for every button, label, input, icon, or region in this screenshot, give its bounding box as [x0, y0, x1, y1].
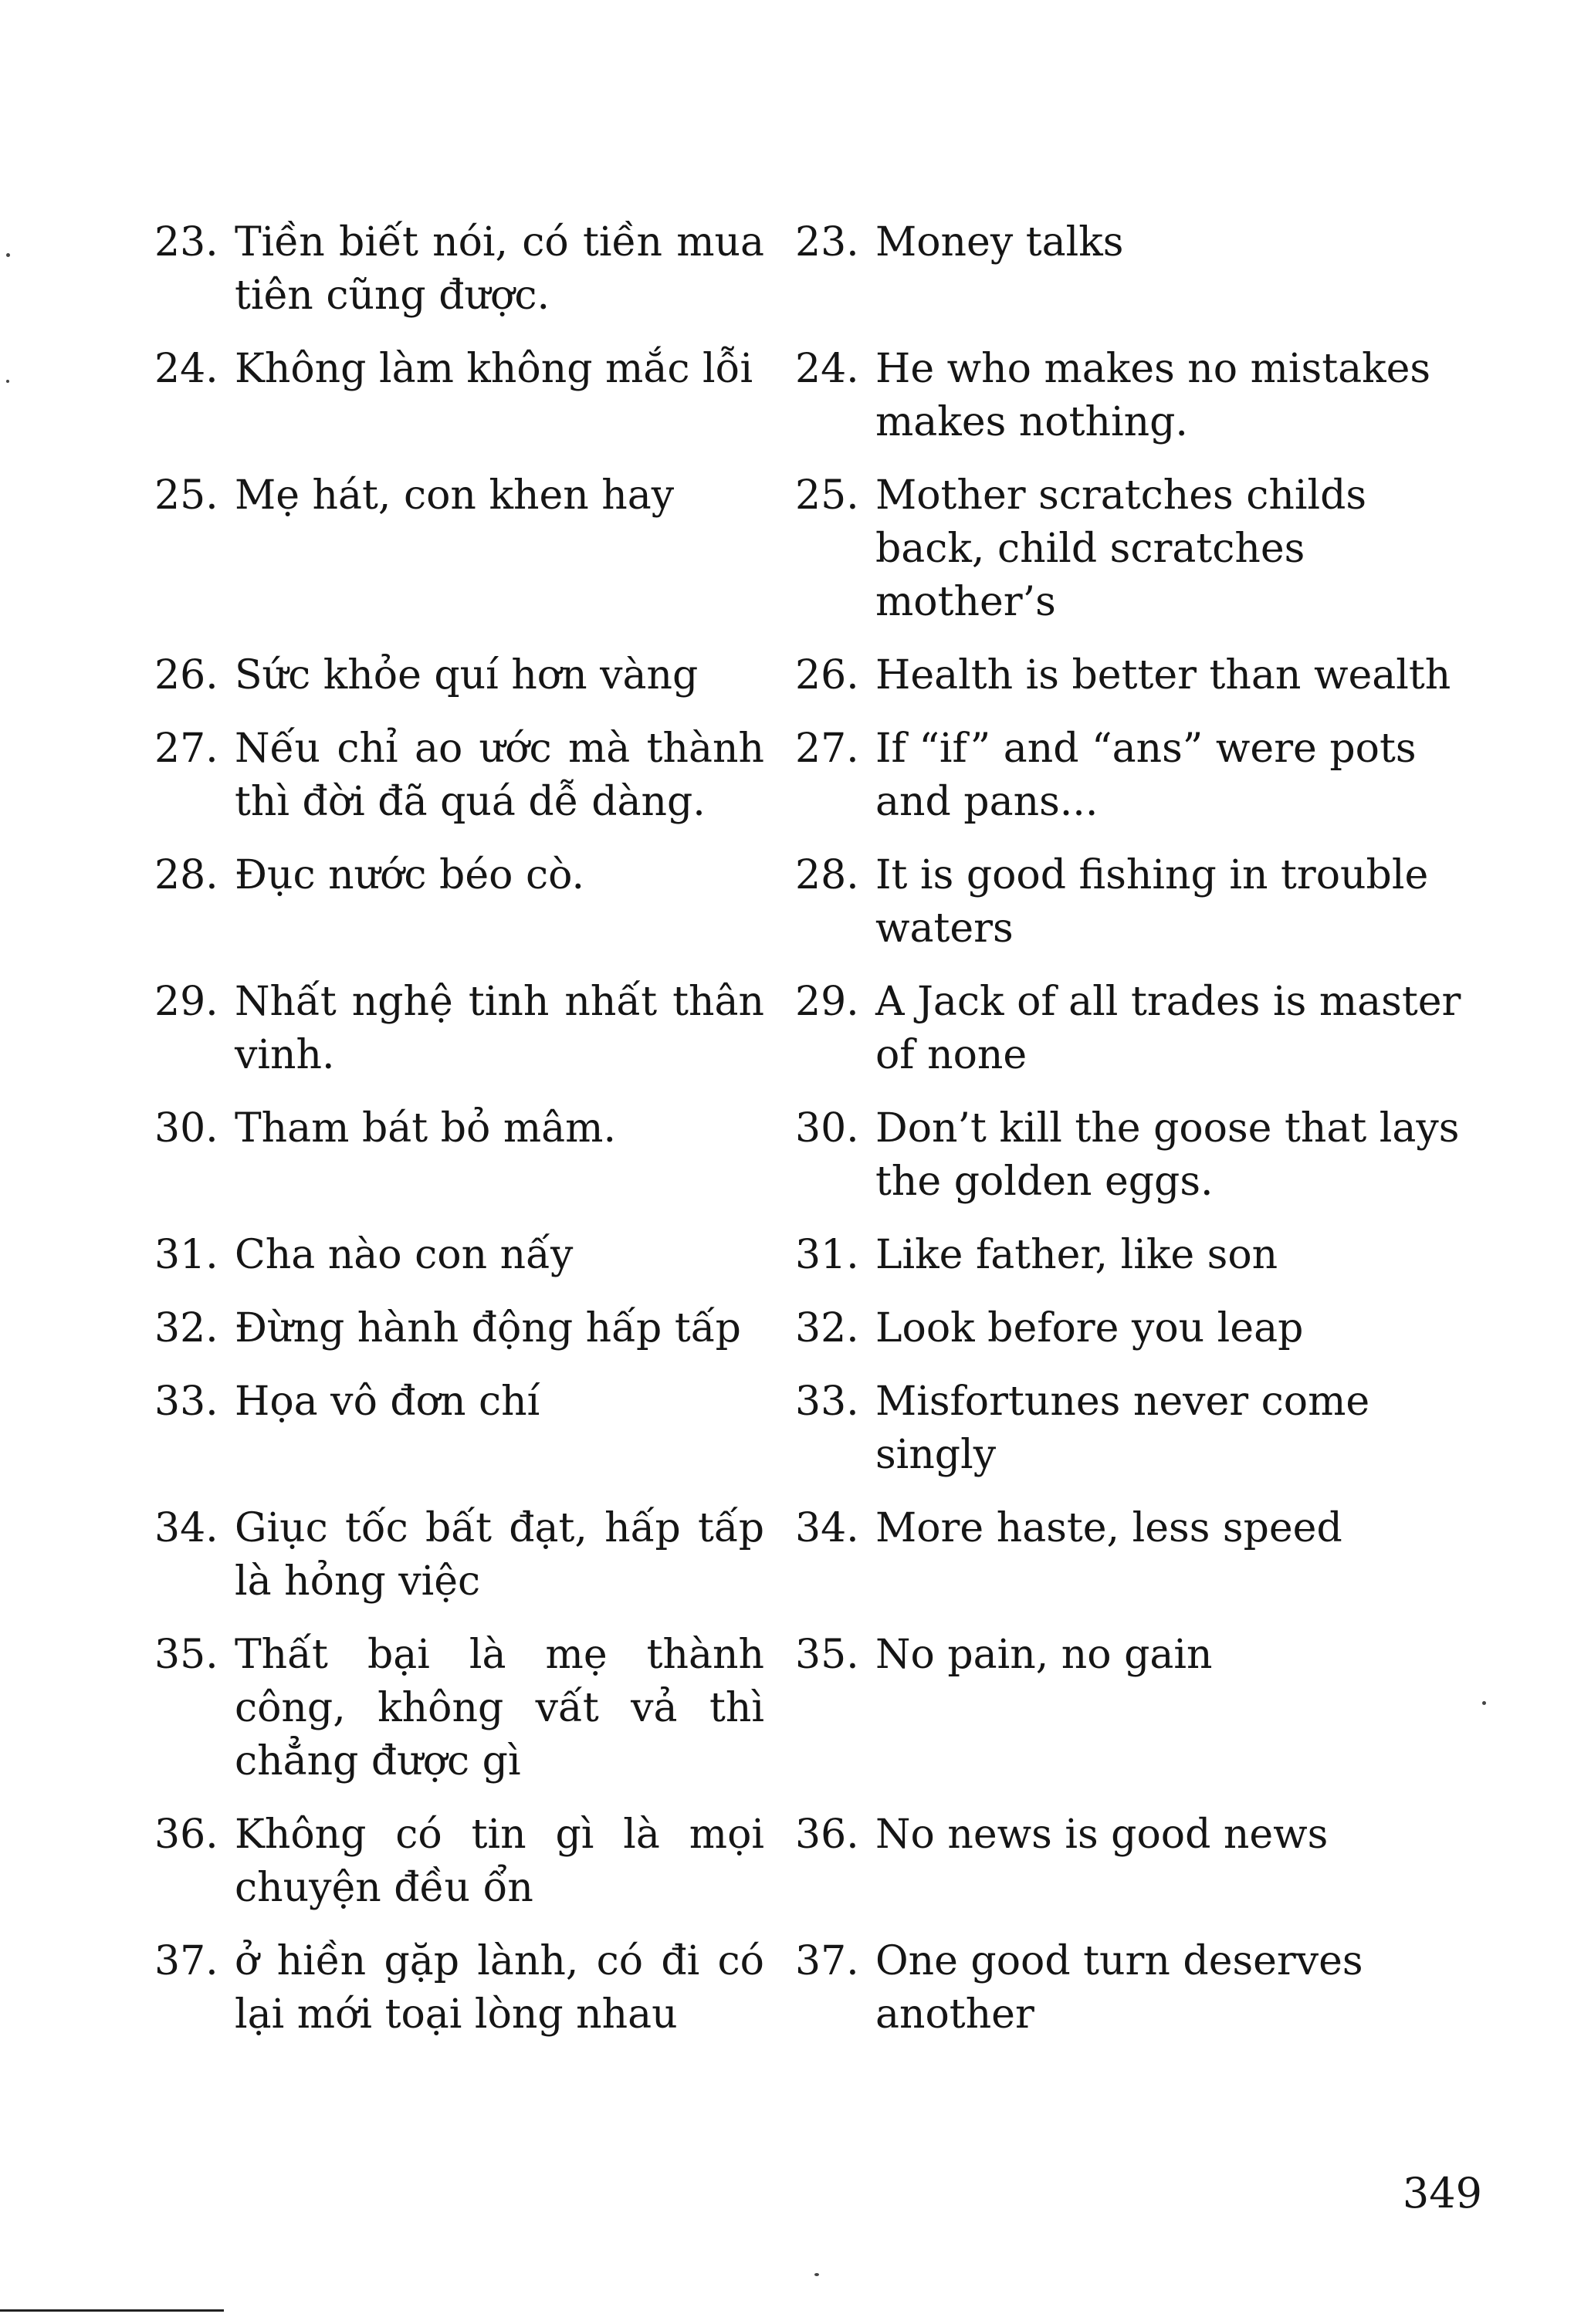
- english-text: Like father, like son: [875, 1232, 1278, 1278]
- proverb-entry: [154, 1229, 1482, 1282]
- scan-speck: [814, 2273, 819, 2276]
- english-proverb: [795, 849, 1482, 956]
- proverb-number: 30.: [154, 1105, 218, 1152]
- vietnamese-proverb: [154, 1935, 764, 2042]
- english-proverb: [795, 216, 1482, 269]
- proverb-number: 31.: [795, 1232, 859, 1278]
- vietnamese-text: Giục tốc bất đạt, hấp tấp là hỏng việc: [235, 1505, 764, 1605]
- proverb-entry: [154, 649, 1482, 702]
- proverb-number: 37.: [795, 1938, 859, 1984]
- english-proverb: [795, 1808, 1482, 1862]
- english-text: Don’t kill the goose that lays the golden eggs.: [875, 1105, 1460, 1205]
- english-proverb: [795, 1375, 1482, 1482]
- english-text: He who makes no mistakes makes nothing.: [875, 346, 1431, 445]
- english-proverb: [795, 649, 1482, 702]
- proverb-entry: [154, 849, 1482, 956]
- vietnamese-proverb: [154, 649, 764, 702]
- scan-speck: [1482, 1701, 1486, 1705]
- proverb-number: 32.: [795, 1305, 859, 1351]
- vietnamese-proverb: [154, 849, 764, 902]
- proverb-number: 27.: [154, 726, 218, 772]
- proverb-number: 31.: [154, 1232, 218, 1278]
- english-proverb: [795, 343, 1482, 449]
- proverb-entry: [154, 1935, 1482, 2042]
- english-proverb: [795, 1629, 1482, 1682]
- vietnamese-text: Thất bại là mẹ thành công, không vất vả thì chẳng được gì: [235, 1632, 764, 1784]
- vietnamese-proverb: [154, 1102, 764, 1155]
- vietnamese-text: Nếu chỉ ao ước mà thành thì đời đã quá dễ dàng.: [235, 726, 764, 825]
- vietnamese-text: Sức khỏe quí hơn vàng: [235, 652, 699, 699]
- proverb-number: 29.: [795, 979, 859, 1025]
- proverb-number: 28.: [154, 852, 218, 898]
- proverb-number: 36.: [795, 1812, 859, 1858]
- vietnamese-text: Không làm không mắc lỗi: [235, 346, 753, 392]
- proverb-number: 33.: [154, 1379, 218, 1425]
- vietnamese-text: Tiền biết nói, có tiền mua tiên cũng được.: [235, 219, 764, 319]
- vietnamese-proverb: [154, 343, 764, 396]
- proverb-entry: [154, 1302, 1482, 1355]
- proverb-number: 35.: [795, 1632, 859, 1678]
- proverb-number: 34.: [795, 1505, 859, 1551]
- english-proverb: [795, 722, 1482, 829]
- english-text: Health is better than wealth: [875, 652, 1451, 699]
- proverb-number: 37.: [154, 1938, 218, 1984]
- proverb-number: 28.: [795, 852, 859, 898]
- english-proverb: [795, 1102, 1482, 1209]
- english-text: Look before you leap: [875, 1305, 1304, 1351]
- proverb-entry: [154, 216, 1482, 323]
- vietnamese-text: Cha nào con nấy: [235, 1232, 574, 1278]
- proverb-entry: [154, 976, 1482, 1082]
- english-proverb: [795, 1229, 1482, 1282]
- proverb-entry: [154, 1102, 1482, 1209]
- proverb-number: 34.: [154, 1505, 218, 1551]
- english-text: Money talks: [875, 219, 1124, 266]
- vietnamese-proverb: [154, 1808, 764, 1915]
- english-proverb: [795, 469, 1482, 629]
- proverb-entry: [154, 343, 1482, 449]
- proverb-number: 33.: [795, 1379, 859, 1425]
- english-proverb: [795, 1302, 1482, 1355]
- vietnamese-text: Mẹ hát, con khen hay: [235, 472, 675, 519]
- vietnamese-proverb: [154, 1229, 764, 1282]
- vietnamese-proverb: [154, 976, 764, 1082]
- vietnamese-text: Nhất nghệ tinh nhất thân vinh.: [235, 979, 764, 1078]
- proverb-number: 27.: [795, 726, 859, 772]
- vietnamese-text: Tham bát bỏ mâm.: [235, 1105, 616, 1152]
- english-text: Mother scratches childs back, child scratches mother’s: [875, 472, 1367, 625]
- proverb-number: 36.: [154, 1812, 218, 1858]
- proverb-number: 29.: [154, 979, 218, 1025]
- proverb-number: 23.: [154, 219, 218, 266]
- english-proverb: [795, 1502, 1482, 1555]
- english-text: One good turn deserves another: [875, 1938, 1363, 2038]
- proverb-number: 24.: [795, 346, 859, 392]
- english-text: It is good fishing in trouble waters: [875, 852, 1429, 952]
- english-proverb: [795, 976, 1482, 1082]
- vietnamese-proverb: [154, 1502, 764, 1609]
- proverb-entry: [154, 1629, 1482, 1788]
- proverb-list: [154, 216, 1482, 2062]
- english-text: Misfortunes never come singly: [875, 1379, 1370, 1478]
- proverb-number: 35.: [154, 1632, 218, 1678]
- vietnamese-proverb: [154, 722, 764, 829]
- page-number: 349: [1402, 2169, 1482, 2217]
- vietnamese-proverb: [154, 1375, 764, 1429]
- english-text: More haste, less speed: [875, 1505, 1342, 1551]
- english-text: No news is good news: [875, 1812, 1329, 1858]
- vietnamese-text: Đục nước béo cò.: [235, 852, 584, 898]
- vietnamese-proverb: [154, 1302, 764, 1355]
- proverb-entry: [154, 722, 1482, 829]
- proverb-number: 25.: [795, 472, 859, 519]
- proverb-number: 24.: [154, 346, 218, 392]
- proverb-entry: [154, 1502, 1482, 1609]
- vietnamese-proverb: [154, 469, 764, 523]
- proverb-number: 26.: [154, 652, 218, 699]
- proverb-number: 26.: [795, 652, 859, 699]
- proverb-entry: [154, 469, 1482, 629]
- proverb-number: 25.: [154, 472, 218, 519]
- proverb-number: 23.: [795, 219, 859, 266]
- english-proverb: [795, 1935, 1482, 2042]
- proverb-number: 32.: [154, 1305, 218, 1351]
- vietnamese-text: ở hiền gặp lành, có đi có lại mới toại lòng nhau: [235, 1938, 764, 2038]
- english-text: No pain, no gain: [875, 1632, 1213, 1678]
- bottom-rule: [0, 2309, 224, 2312]
- scan-speck: [6, 380, 9, 383]
- vietnamese-proverb: [154, 1629, 764, 1788]
- scan-speck: [6, 253, 10, 257]
- proverb-entry: [154, 1808, 1482, 1915]
- english-text: If “if” and “ans” were pots and pans...: [875, 726, 1417, 825]
- vietnamese-proverb: [154, 216, 764, 323]
- vietnamese-text: Họa vô đơn chí: [235, 1379, 540, 1425]
- vietnamese-text: Đừng hành động hấp tấp: [235, 1305, 741, 1351]
- english-text: A Jack of all trades is master of none: [875, 979, 1461, 1078]
- proverb-entry: [154, 1375, 1482, 1482]
- vietnamese-text: Không có tin gì là mọi chuyện đều ổn: [235, 1812, 764, 1911]
- proverb-number: 30.: [795, 1105, 859, 1152]
